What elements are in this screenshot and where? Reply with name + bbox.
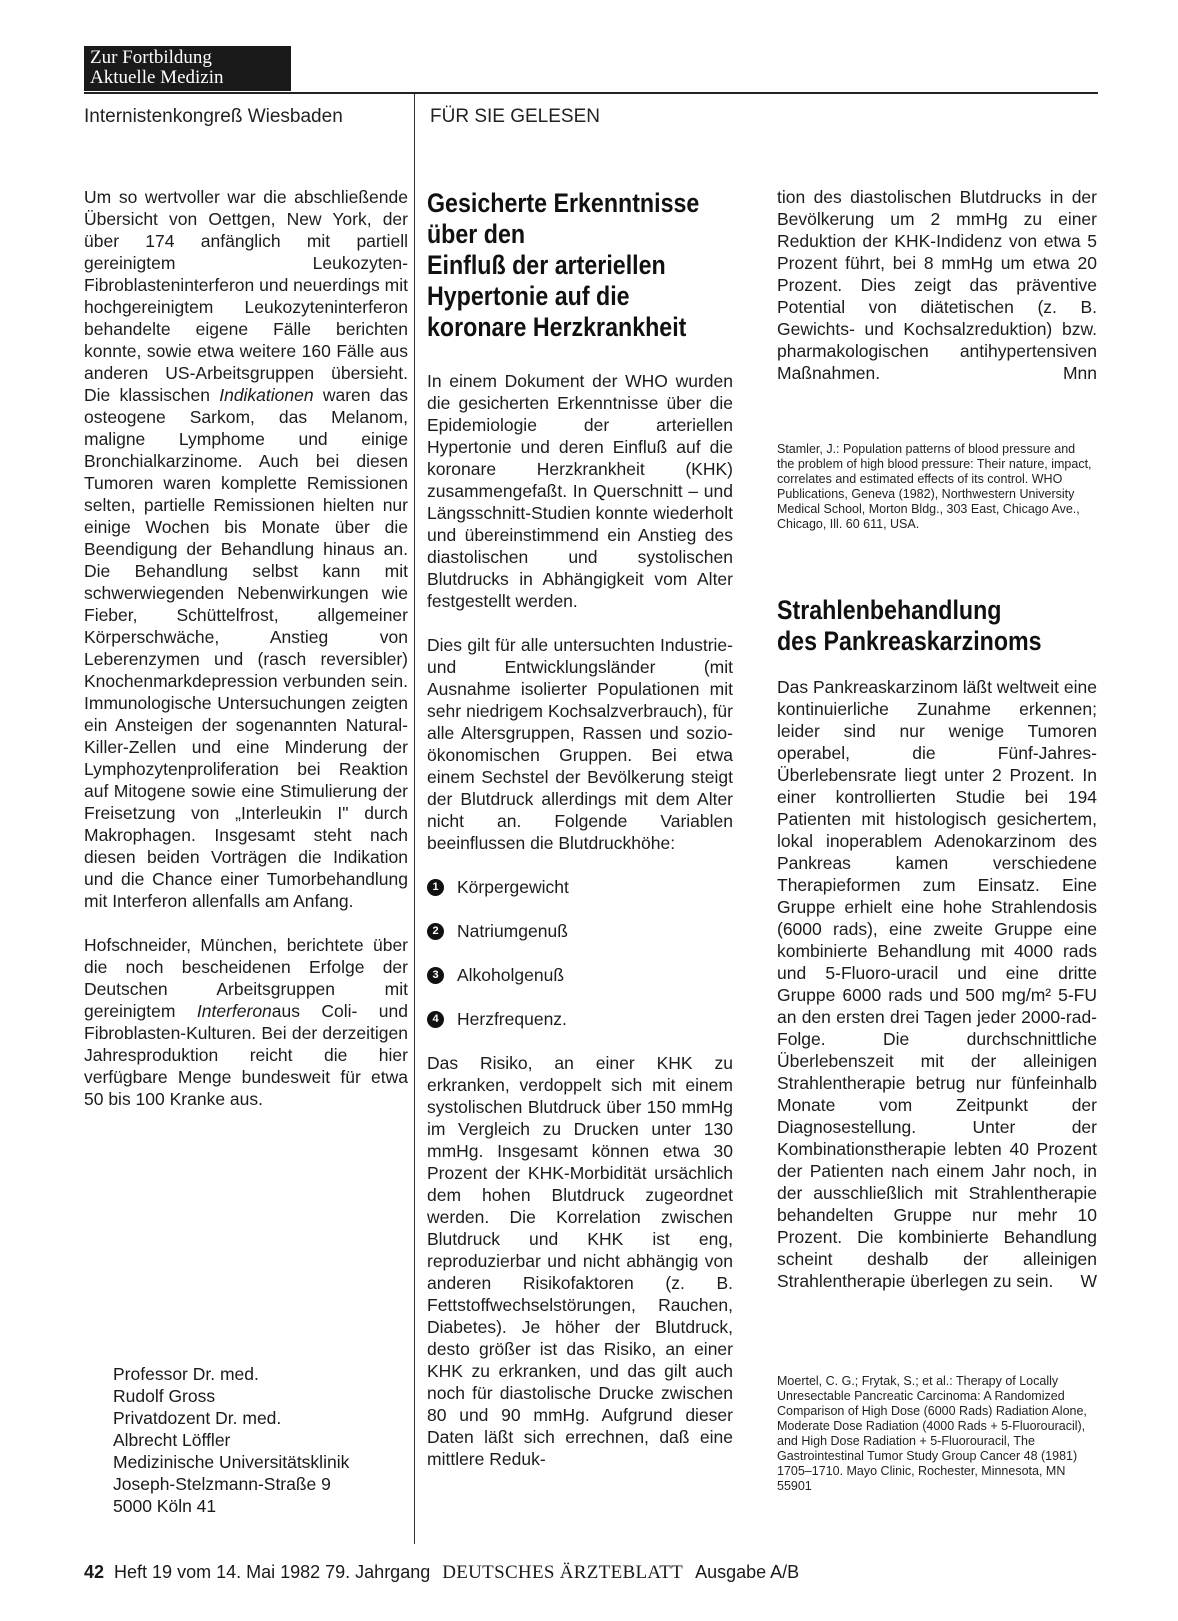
list-item-label: Natriumgenuß (457, 921, 568, 941)
col1-paragraph-2 (84, 934, 408, 1110)
article1-paragraph-3: Das Risiko, an einer KHK zu erkranken, verdoppelt sich mit einem systolischen Blutdruck über 150 mmHg im Vergleich zu Drucken unter 130 mmHg. Insgesamt können etwa 30 Prozent der KHK-Morbidität ursächlich dem hohen Blutdruck zugeordnet werden. Die Korrelation zwischen Blutdruck und KHK ist eng, reproduzierbar und nicht abhängig von anderen Risikofaktoren (z. B. Fettstoffwechselstörungen, Rauchen, Diabetes). Je höher der Blutdruck, desto größer ist das Risiko, an einer KHK zu erkranken, und das gilt auch noch für diastolische Drucke zwischen 80 und 90 mmHg. Aufgrund dieser Daten läßt sich errechnen, daß eine mittlere Reduk- (427, 1053, 733, 1469)
list-item (427, 964, 733, 986)
article2-headline (777, 595, 1087, 657)
list-item (427, 1008, 733, 1030)
headline-line: Gesicherte Erkenntnisse (427, 188, 700, 218)
col1-paragraph-1 (84, 186, 408, 912)
col1-p2-emphasis: Interferon (196, 1001, 272, 1021)
col1-p1-text: Um so wertvoller war die abschließende Übersicht von Oettgen, New York, der über 174 anfänglich mit partiell gereinigtem Leukozyten-Fibroblasteninterferon und neuerdings mit hochgereinigtem Leukozyteninterferon behandelte eigene Fälle berichten konnte, sowie etwa weitere 160 Fälle aus anderen US-Arbeitsgruppen übersieht. Die klassischen (84, 187, 408, 405)
address-line: 5000 Köln 41 (113, 1496, 217, 1516)
number-1-icon: 1 (427, 879, 444, 896)
col1-p1-rest: waren das osteogene Sarkom, das Melanom, maligne Lymphome und einige Bronchialkarzinome. Auch bei diesen Tumoren waren komplette Remissionen selten, partielle Remissionen hielten nur einige Wochen bis Monate über die Beendigung der Behandlung hinaus an. Die Behandlung selbst kann mit schwerwiegenden Nebenwirkungen wie Fieber, Schüttelfrost, allgemeiner Körperschwäche, Anstieg von Leberenzymen und (rasch reversibler) Knochenmarkdepression verbunden sein. Immunologische Untersuchungen zeigten ein Ansteigen der sogenannten Natural-Killer-Zellen und eine Minderung der Lymphozytenproliferation bei Reaktion auf Mitogene sowie eine Stimulierung der Freisetzung von „Interleukin I" durch Makrophagen. Insgesamt steht nach diesen beiden Vorträgen die Indikation und die Chance einer Tumorbehandlung mit Interferon allenfalls am Anfang. (84, 385, 408, 911)
article2-p1-text: Das Pankreaskarzinom läßt weltweit eine kontinuierliche Zunahme erkennen; leider sind nur wenige Tumoren operabel, die Fünf-Jahres-Überlebensrate liegt unter 2 Prozent. In einer kontrollierten Studie bei 194 Patienten mit histologisch gesichertem, lokal inoperablem Adenokarzinom des Pankreas kamen verschiedene Therapieformen zum Einsatz. Eine Gruppe erhielt eine hohe Strahlendosis (6000 rads), eine zweite Gruppe eine kombinierte Behandlung mit 4000 rads und 5-Fluoro-uracil und eine dritte Gruppe 6000 rads und 500 mg/m² 5-FU an den ersten drei Tagen jeder 2000-rad-Folge. Die durchschnittliche Überlebenszeit mit der alleinigen Strahlentherapie betrug nur fünfeinhalb Monate vom Zeitpunkt der Diagnosestellung. Unter der Kombinationstherapie lebten 40 Prozent der Patienten nach einem Jahr noch, in der ausschließlich mit Strahlentherapie behandelten Gruppe nur mehr 10 Prozent. Die kombinierte Behandlung scheint deshalb der alleinigen Strahlentherapie überlegen zu sein. (777, 677, 1097, 1291)
column-right-top (777, 186, 1097, 384)
headline-line: Einfluß der arteriellen (427, 250, 666, 280)
number-3-icon: 3 (427, 967, 444, 984)
author-address (113, 1363, 349, 1517)
list-item-label: Alkoholgenuß (457, 965, 565, 985)
masthead-line1: Zur Fortbildung (90, 47, 212, 68)
journal-name: DEUTSCHES ÄRZTEBLATT (442, 1562, 684, 1583)
address-line: Rudolf Gross (113, 1386, 216, 1406)
column-right-bottom (777, 676, 1097, 1292)
headline-line: Hypertonie auf die (427, 281, 630, 311)
column-divider (414, 94, 415, 1544)
page-footer (84, 1562, 799, 1584)
address-line: Albrecht Löffler (113, 1430, 231, 1450)
number-2-icon: 2 (427, 923, 444, 940)
column-middle (427, 370, 733, 1470)
article1-paragraph-2: Dies gilt für alle untersuchten Industrie- und Entwicklungsländer (mit Ausnahme isolierter Populationen mit sehr niedrigem Kochsalzverbrauch), für alle Altersgruppen, Rassen und sozio-ökonomischen Gruppen. Bei etwa einem Sechstel der Bevölkerung steigt der Blutdruck allerdings mit dem Alter nicht an. Folgende Variablen beeinflussen die Blutdruckhöhe: (427, 635, 733, 853)
issue-info: Heft 19 vom 14. Mai 1982 79. Jahrgang (114, 1562, 431, 1582)
address-line: Medizinische Universitätsklinik (113, 1452, 350, 1472)
article2-paragraph-1 (777, 676, 1097, 1292)
section-label-left: Internistenkongreß Wiesbaden (84, 106, 343, 127)
address-line: Privatdozent Dr. med. (113, 1408, 282, 1428)
headline-line: Strahlenbehandlung (777, 595, 1002, 625)
article2-signature: W (1080, 1271, 1097, 1291)
article1-signature: Mnn (1062, 363, 1097, 383)
address-line: Joseph-Stelzmann-Straße 9 (113, 1474, 331, 1494)
edition-info: Ausgabe A/B (695, 1562, 800, 1582)
number-4-icon: 4 (427, 1011, 444, 1028)
col1-p1-emphasis: Indikationen (219, 385, 314, 405)
headline-line: des Pankreaskarzinoms (777, 626, 1042, 656)
list-item-label: Herzfrequenz. (457, 1009, 567, 1029)
article1-p4-text: tion des diastolischen Blutdrucks in der Bevölkerung um 2 mmHg zu einer Reduktion der KHK-Indidenz von etwa 5 Prozent führt, bei 8 mmHg um etwa 20 Prozent. Dies zeigt das präventive Potential von diätetischen (z. B. Gewichts- und Kochsalzreduktion) bzw. pharmakologischen antihypertensiven Maßnahmen. (777, 187, 1097, 383)
page-number: 42 (84, 1562, 105, 1582)
list-item-label: Körpergewicht (457, 877, 569, 897)
address-line: Professor Dr. med. (113, 1364, 259, 1384)
article1-headline (427, 188, 737, 343)
masthead (84, 46, 291, 91)
top-rule (84, 92, 1098, 94)
article1-paragraph-1: In einem Dokument der WHO wurden die gesicherten Erkenntnisse über die Epidemiologie der arteriellen Hypertonie und deren Einfluß auf die koronare Herzkrankheit (KHK) zusammengefaßt. In Querschnitt – und Längsschnitt-Studien konnte wiederholt und übereinstimmend ein Anstieg des diastolischen und systolischen Blutdrucks in Abhängigkeit vom Alter festgestellt werden. (427, 371, 733, 611)
article1-reference: Stamler, J.: Population patterns of blood pressure and the problem of high blood pressure: Their nature, impact, correlates and estimated effects of its control. WHO Publications, Geneva (1982), Northwestern University Medical School, Morton Bldg., 303 East, Chicago Ave., Chicago, Ill. 60 611, USA. (777, 442, 1092, 531)
column-left (84, 186, 408, 1110)
section-label-right: FÜR SIE GELESEN (430, 106, 600, 127)
masthead-line2: Aktuelle Medizin (90, 67, 224, 88)
list-item (427, 920, 733, 942)
article1-paragraph-4 (777, 186, 1097, 384)
headline-line: koronare Herzkrankheit (427, 312, 687, 342)
headline-line: über den (427, 219, 526, 249)
col1-p2-text: Hofschneider, München, berichtete über die noch bescheidenen Erfolge der Deutschen Arbeitsgruppen mit gereinigtem (84, 935, 408, 1021)
article2-reference: Moertel, C. G.; Frytak, S.; et al.: Therapy of Locally Unresectable Pancreatic Carcinoma: A Randomized Comparison of High Dose (6000 Rads) Radiation Alone, Moderate Dose Radiation (4000 Rads + 5-Fluorouracil), and High Dose Radiation + 5-Fluorouracil, The Gastrointestinal Tumor Study Group Cancer 48 (1981) 1705–1710. Mayo Clinic, Rochester, Minnesota, MN 55901 (777, 1374, 1087, 1493)
list-item (427, 876, 733, 898)
variables-list (427, 876, 733, 1030)
col1-p2-rest: aus Coli- und Fibroblasten-Kulturen. Bei der derzeitigen Jahresproduktion reicht die hier verfügbare Menge bundesweit für etwa 50 bis 100 Kranke aus. (84, 1001, 408, 1109)
